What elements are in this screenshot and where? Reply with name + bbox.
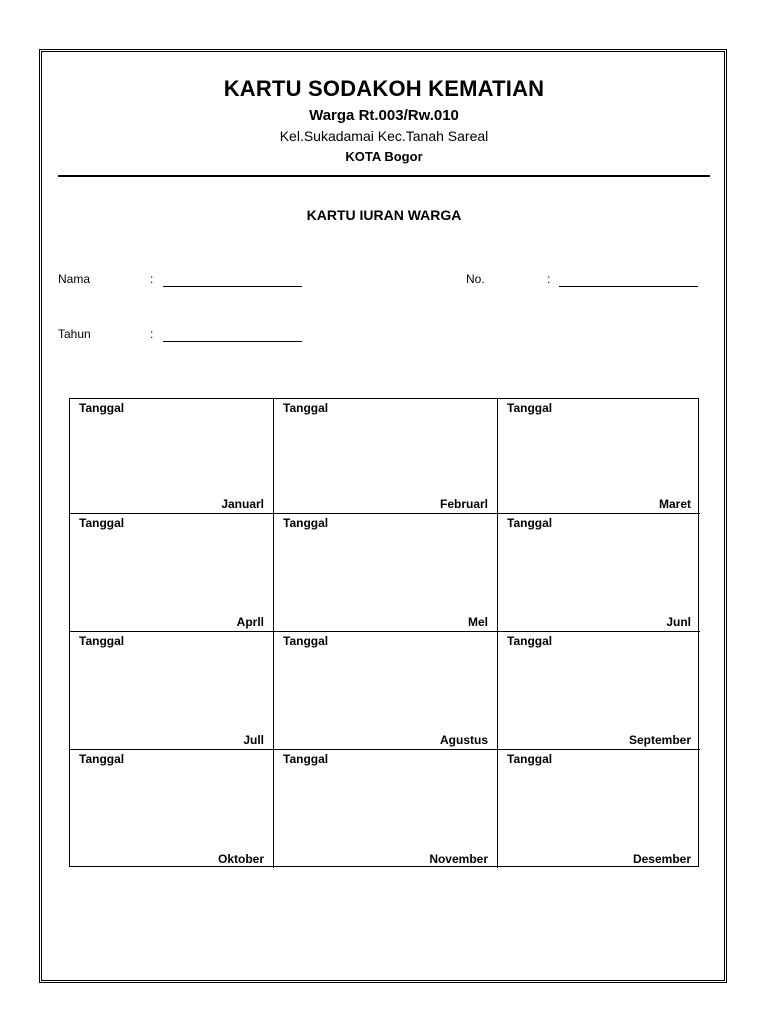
month-cell-desember	[498, 750, 700, 868]
month-label: Jull	[243, 733, 264, 747]
tanggal-label: Tanggal	[283, 752, 329, 766]
month-label: Junl	[666, 615, 691, 629]
tanggal-label: Tanggal	[283, 634, 329, 648]
month-label: Februarl	[439, 497, 488, 511]
tanggal-label: Tanggal	[507, 752, 553, 766]
card-title: KARTU SODAKOH KEMATIAN	[223, 76, 545, 101]
month-label: September	[628, 733, 691, 747]
tanggal-label: Tanggal	[507, 516, 553, 530]
month-cell-oktober	[70, 750, 274, 868]
no-label: No.	[466, 272, 485, 286]
month-cell-maret	[498, 399, 700, 514]
tanggal-label: Tanggal	[507, 634, 553, 648]
month-label: Oktober	[217, 852, 264, 866]
tahun-label: Tahun	[58, 327, 91, 341]
tanggal-label: Tanggal	[79, 752, 125, 766]
tahun-field[interactable]	[163, 329, 302, 342]
month-label: Mel	[467, 615, 488, 629]
month-cell-mei	[274, 514, 498, 632]
tanggal-label: Tanggal	[79, 634, 125, 648]
month-label: Aprll	[236, 615, 264, 629]
month-cell-juli	[70, 632, 274, 750]
month-label: November	[429, 852, 488, 866]
nama-label: Nama	[58, 272, 91, 286]
month-cell-september	[498, 632, 700, 750]
tahun-colon: :	[150, 327, 154, 341]
month-cell-januari	[70, 399, 274, 514]
card-subtitle: Warga Rt.003/Rw.010	[309, 107, 459, 124]
card-address: Kel.Sukadamai Kec.Tanah Sareal	[279, 128, 489, 144]
nama-field[interactable]	[163, 274, 302, 287]
tanggal-label: Tanggal	[79, 516, 125, 530]
month-label: Maret	[658, 497, 691, 511]
month-cell-agustus	[274, 632, 498, 750]
tanggal-label: Tanggal	[283, 401, 329, 415]
month-cell-november	[274, 750, 498, 868]
month-grid	[69, 398, 699, 867]
month-label: Desember	[632, 852, 691, 866]
month-cell-april	[70, 514, 274, 632]
card-city: KOTA Bogor	[345, 149, 423, 164]
no-colon: :	[547, 272, 551, 286]
tanggal-label: Tanggal	[79, 401, 125, 415]
tanggal-label: Tanggal	[283, 516, 329, 530]
month-cell-juni	[498, 514, 700, 632]
section-title: KARTU IURAN WARGA	[306, 207, 462, 223]
nama-colon: :	[150, 272, 154, 286]
header-divider	[58, 175, 710, 177]
month-cell-februari	[274, 399, 498, 514]
tanggal-label: Tanggal	[507, 401, 553, 415]
month-label: Agustus	[440, 733, 488, 747]
no-field[interactable]	[559, 274, 698, 287]
month-label: Januarl	[221, 497, 264, 511]
